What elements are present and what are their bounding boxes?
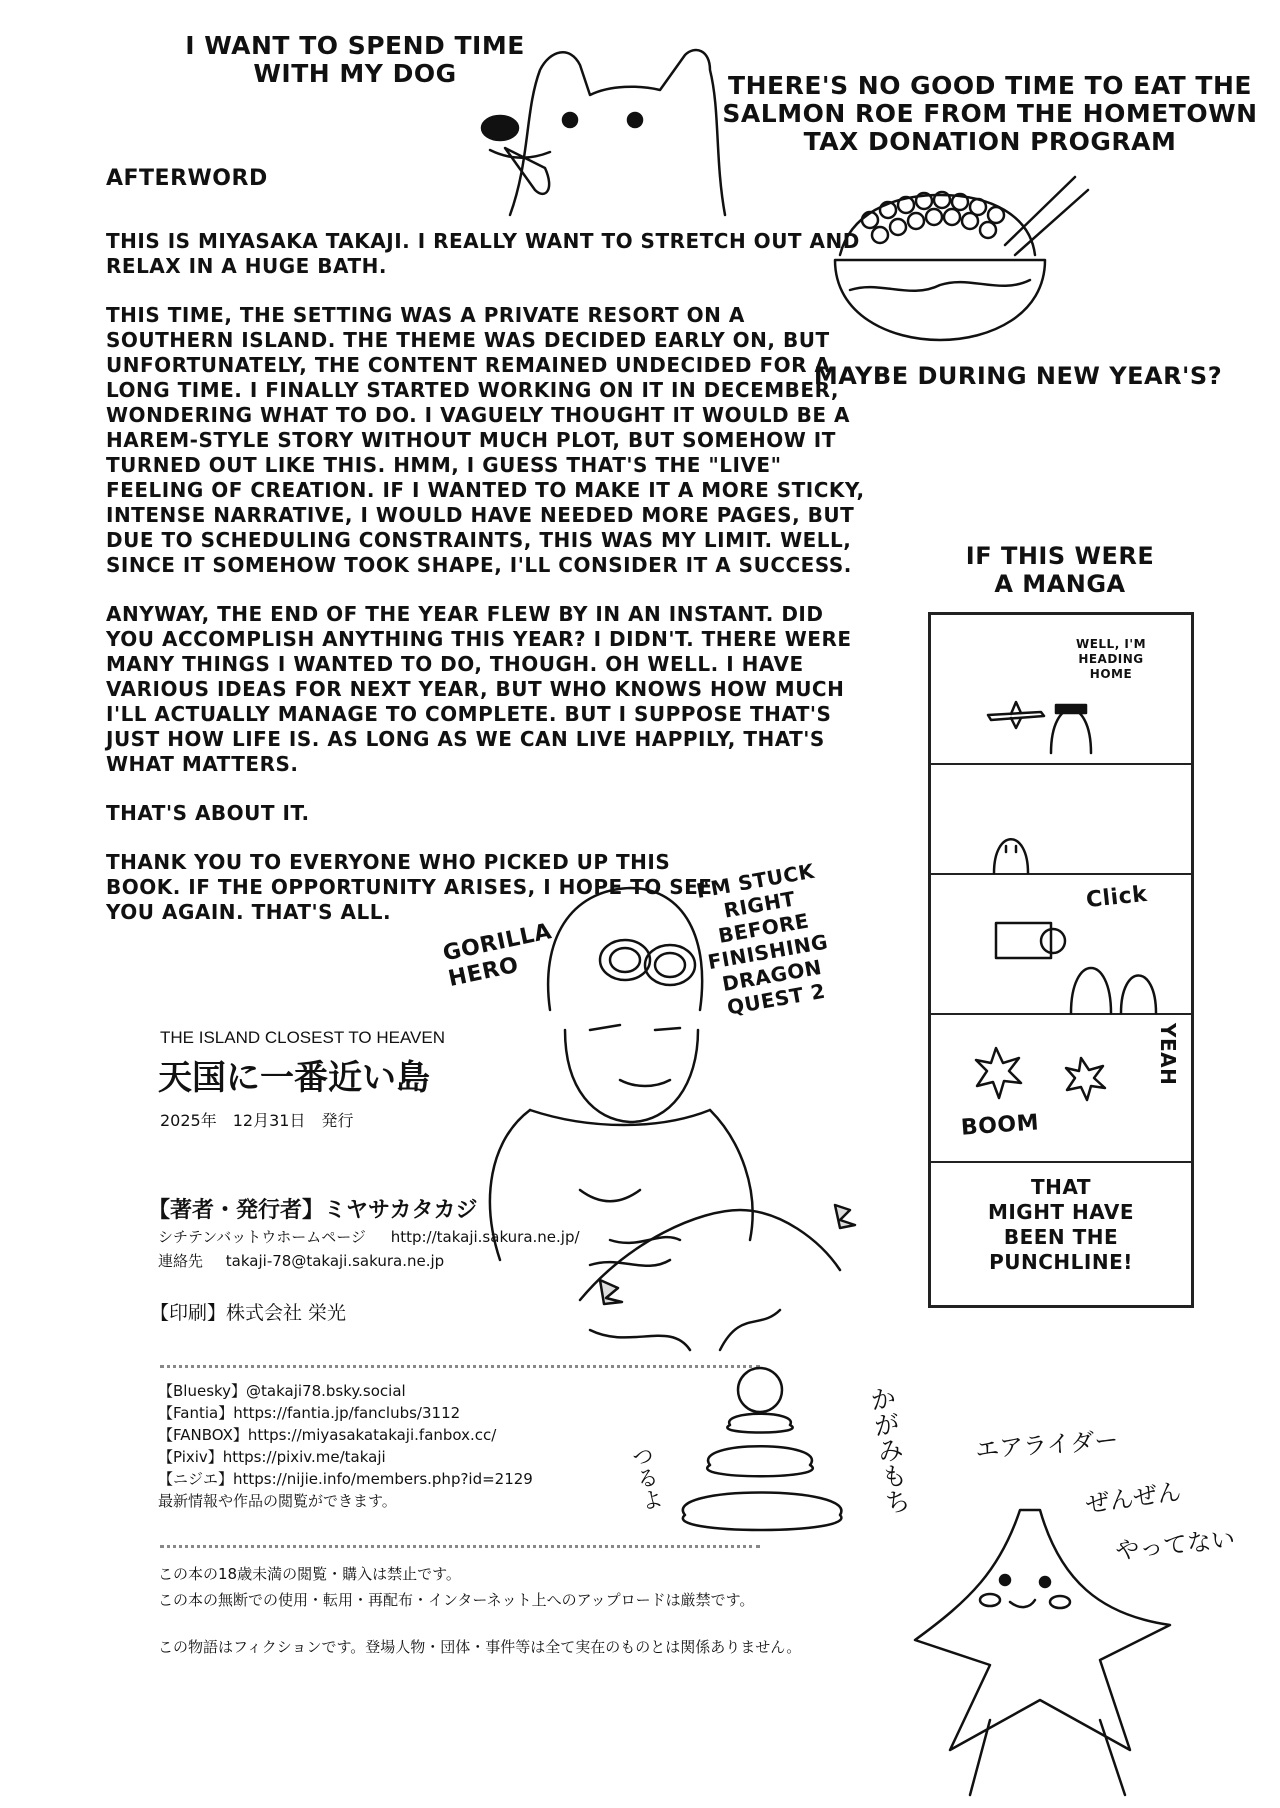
author-publisher: 【著者・発行者】ミヤサカタカジ xyxy=(148,1198,478,1223)
contact-label: 連絡先 xyxy=(158,1252,204,1270)
zenzen-label: ぜんぜん xyxy=(1083,1477,1183,1519)
character-sunglasses xyxy=(1046,675,1096,755)
character-photographer xyxy=(1066,923,1166,1013)
panel-4-sfx-boom: BOOM xyxy=(960,1110,1040,1141)
legal-notice: この本の無断での使用・転用・再配布・インターネット上へのアップロードは厳禁です。 xyxy=(158,1591,755,1609)
homepage-link[interactable]: http://takaji.sakura.ne.jp/ xyxy=(390,1228,580,1246)
legal-notice: この物語はフィクションです。登場人物・団体・事件等は全て実在のものとは関係ありません。 xyxy=(158,1638,802,1656)
afterword-paragraph: THAT'S ABOUT IT. xyxy=(106,801,310,825)
kagami-mochi-illustration xyxy=(660,1365,860,1540)
afterword-paragraph: ANYWAY, THE END OF THE YEAR FLEW BY IN AN INSTANT. DID YOU ACCOMPLISH ANYTHING THIS YEAR? I DIDN'T. THERE WERE MANY THINGS I WANTED TO DO, THOUGH. OH WELL. I HAVE VARIOUS IDEAS FOR NEXT YEAR, BUT WHO KNOWS HOW MUCH I'LL ACTUALLY MANAGE TO COMPLETE. BUT I SUPPOSE THAT'S JUST HOW LIFE IS. AS LONG AS WE CAN LIVE HAPPILY, THAT'S WHAT MATTERS. xyxy=(106,602,852,776)
yattenai-label: やってない xyxy=(1114,1524,1237,1566)
links-caption: 最新情報や作品の閲覧ができます。 xyxy=(158,1492,397,1510)
roe-note: THERE'S NO GOOD TIME TO EAT THE SALMON ROE FROM THE HOMETOWN TAX DONATION PROGRAM xyxy=(722,71,1258,156)
manga-panel-2 xyxy=(931,763,1191,875)
title-english: THE ISLAND CLOSEST TO HEAVEN xyxy=(160,1028,445,1047)
airplane-icon xyxy=(986,700,1046,730)
title-japanese: 天国に一番近い島 xyxy=(158,1058,430,1098)
link-bluesky[interactable]: 【Bluesky】@takaji78.bsky.social xyxy=(158,1382,406,1400)
manga-panel-1 xyxy=(931,615,1191,765)
panel-3-sfx: Click xyxy=(1084,881,1149,914)
afterword-paragraph: THIS IS MIYASAKA TAKAJI. I REALLY WANT TO STRETCH OUT AND RELAX IN A HUGE BATH. xyxy=(106,229,860,278)
link-pixiv[interactable]: 【Pixiv】https://pixiv.me/takaji xyxy=(158,1448,386,1466)
kagami-side-label: つるよ xyxy=(626,1443,665,1513)
afterword-paragraph: THIS TIME, THE SETTING WAS A PRIVATE RESORT ON A SOUTHERN ISLAND. THE THEME WAS DECIDED EARLY ON, BUT UNFORTUNATELY, THE CONTENT REMAINED UNDECIDED FOR A LONG TIME. I FINALLY STARTED WORKING ON IT IN DECEMBER, WONDERING WHAT TO DO. I VAGUELY THOUGHT IT WOULD BE A HAREM-STYLE STORY WITHOUT MUCH PLOT, BUT SOMEHOW IT TURNED OUT LIKE THIS. HMM, I GUESS THAT'S THE "LIVE" FEELING OF CREATION. IF I WANTED TO MAKE IT A MORE STICKY, INTENSE NARRATIVE, I WOULD HAVE NEEDED MORE PAGES, BUT DUE TO SCHEDULING CONSTRAINTS, THIS WAS MY LIMIT. WELL, SINCE IT SOMEHOW TOOK SHAPE, I'LL CONSIDER IT A SUCCESS. xyxy=(106,303,865,577)
manga-title: IF THIS WERE A MANGA xyxy=(965,542,1155,598)
starfish-illustration xyxy=(570,1180,870,1380)
panel-1-speech: WELL, I'M HEADING HOME xyxy=(1075,637,1147,681)
afterword-heading: AFTERWORD xyxy=(106,166,268,191)
camera-icon xyxy=(991,913,1071,973)
publish-date: 2025年 12月31日 発行 xyxy=(160,1111,354,1130)
explosion-icon xyxy=(971,1038,1141,1113)
afterword xyxy=(106,166,876,949)
links-list xyxy=(158,1380,618,1512)
contact-email[interactable]: takaji-78@takaji.sakura.ne.jp xyxy=(225,1252,445,1270)
dragon-quest-note: I'M STUCK RIGHT BEFORE FINISHING DRAGON QUEST 2 xyxy=(694,858,830,1020)
contact-line xyxy=(158,1250,444,1272)
legal-notice: この本の18歳未満の閲覧・購入は禁止です。 xyxy=(158,1565,461,1583)
manga-strip xyxy=(928,612,1194,1308)
link-nijie[interactable]: 【ニジエ】https://nijie.info/members.php?id=2129 xyxy=(158,1470,533,1488)
homepage-line xyxy=(158,1226,580,1248)
kagami-mochi-label: かがみもち xyxy=(864,1383,912,1517)
printer: 【印刷】株式会社 栄光 xyxy=(150,1302,347,1324)
new-year-note: MAYBE DURING NEW YEAR'S? xyxy=(813,362,1223,390)
link-fantia[interactable]: 【Fantia】https://fantia.jp/fanclubs/3112 xyxy=(158,1404,461,1422)
panel-5-text: THAT MIGHT HAVE BEEN THE PUNCHLINE! xyxy=(987,1175,1135,1274)
manga-panel-3 xyxy=(931,873,1191,1015)
homepage-label: シチテンバットウホームページ xyxy=(158,1228,366,1246)
divider xyxy=(160,1545,760,1548)
afterword-paragraph: THANK YOU TO EVERYONE WHO PICKED UP THIS BOOK. IF THE OPPORTUNITY ARISES, I HOPE TO SEE YOU AGAIN. THAT'S ALL. xyxy=(106,850,713,924)
manga-panel-5 xyxy=(931,1161,1191,1299)
air-rider-star-illustration xyxy=(910,1490,1180,1800)
link-fanbox[interactable]: 【FANBOX】https://miyasakatakaji.fanbox.cc/ xyxy=(158,1426,497,1444)
dog-illustration xyxy=(470,40,750,220)
gorilla-hero-note: GORILLA HERO xyxy=(440,919,555,992)
manga-panel-4 xyxy=(931,1013,1191,1163)
air-rider-label: エアライダー xyxy=(974,1426,1120,1464)
character-peeking xyxy=(991,818,1031,873)
dog-note: I WANT TO SPEND TIME WITH MY DOG xyxy=(185,31,525,88)
panel-4-sfx-yeah: YEAH xyxy=(1156,1023,1180,1086)
